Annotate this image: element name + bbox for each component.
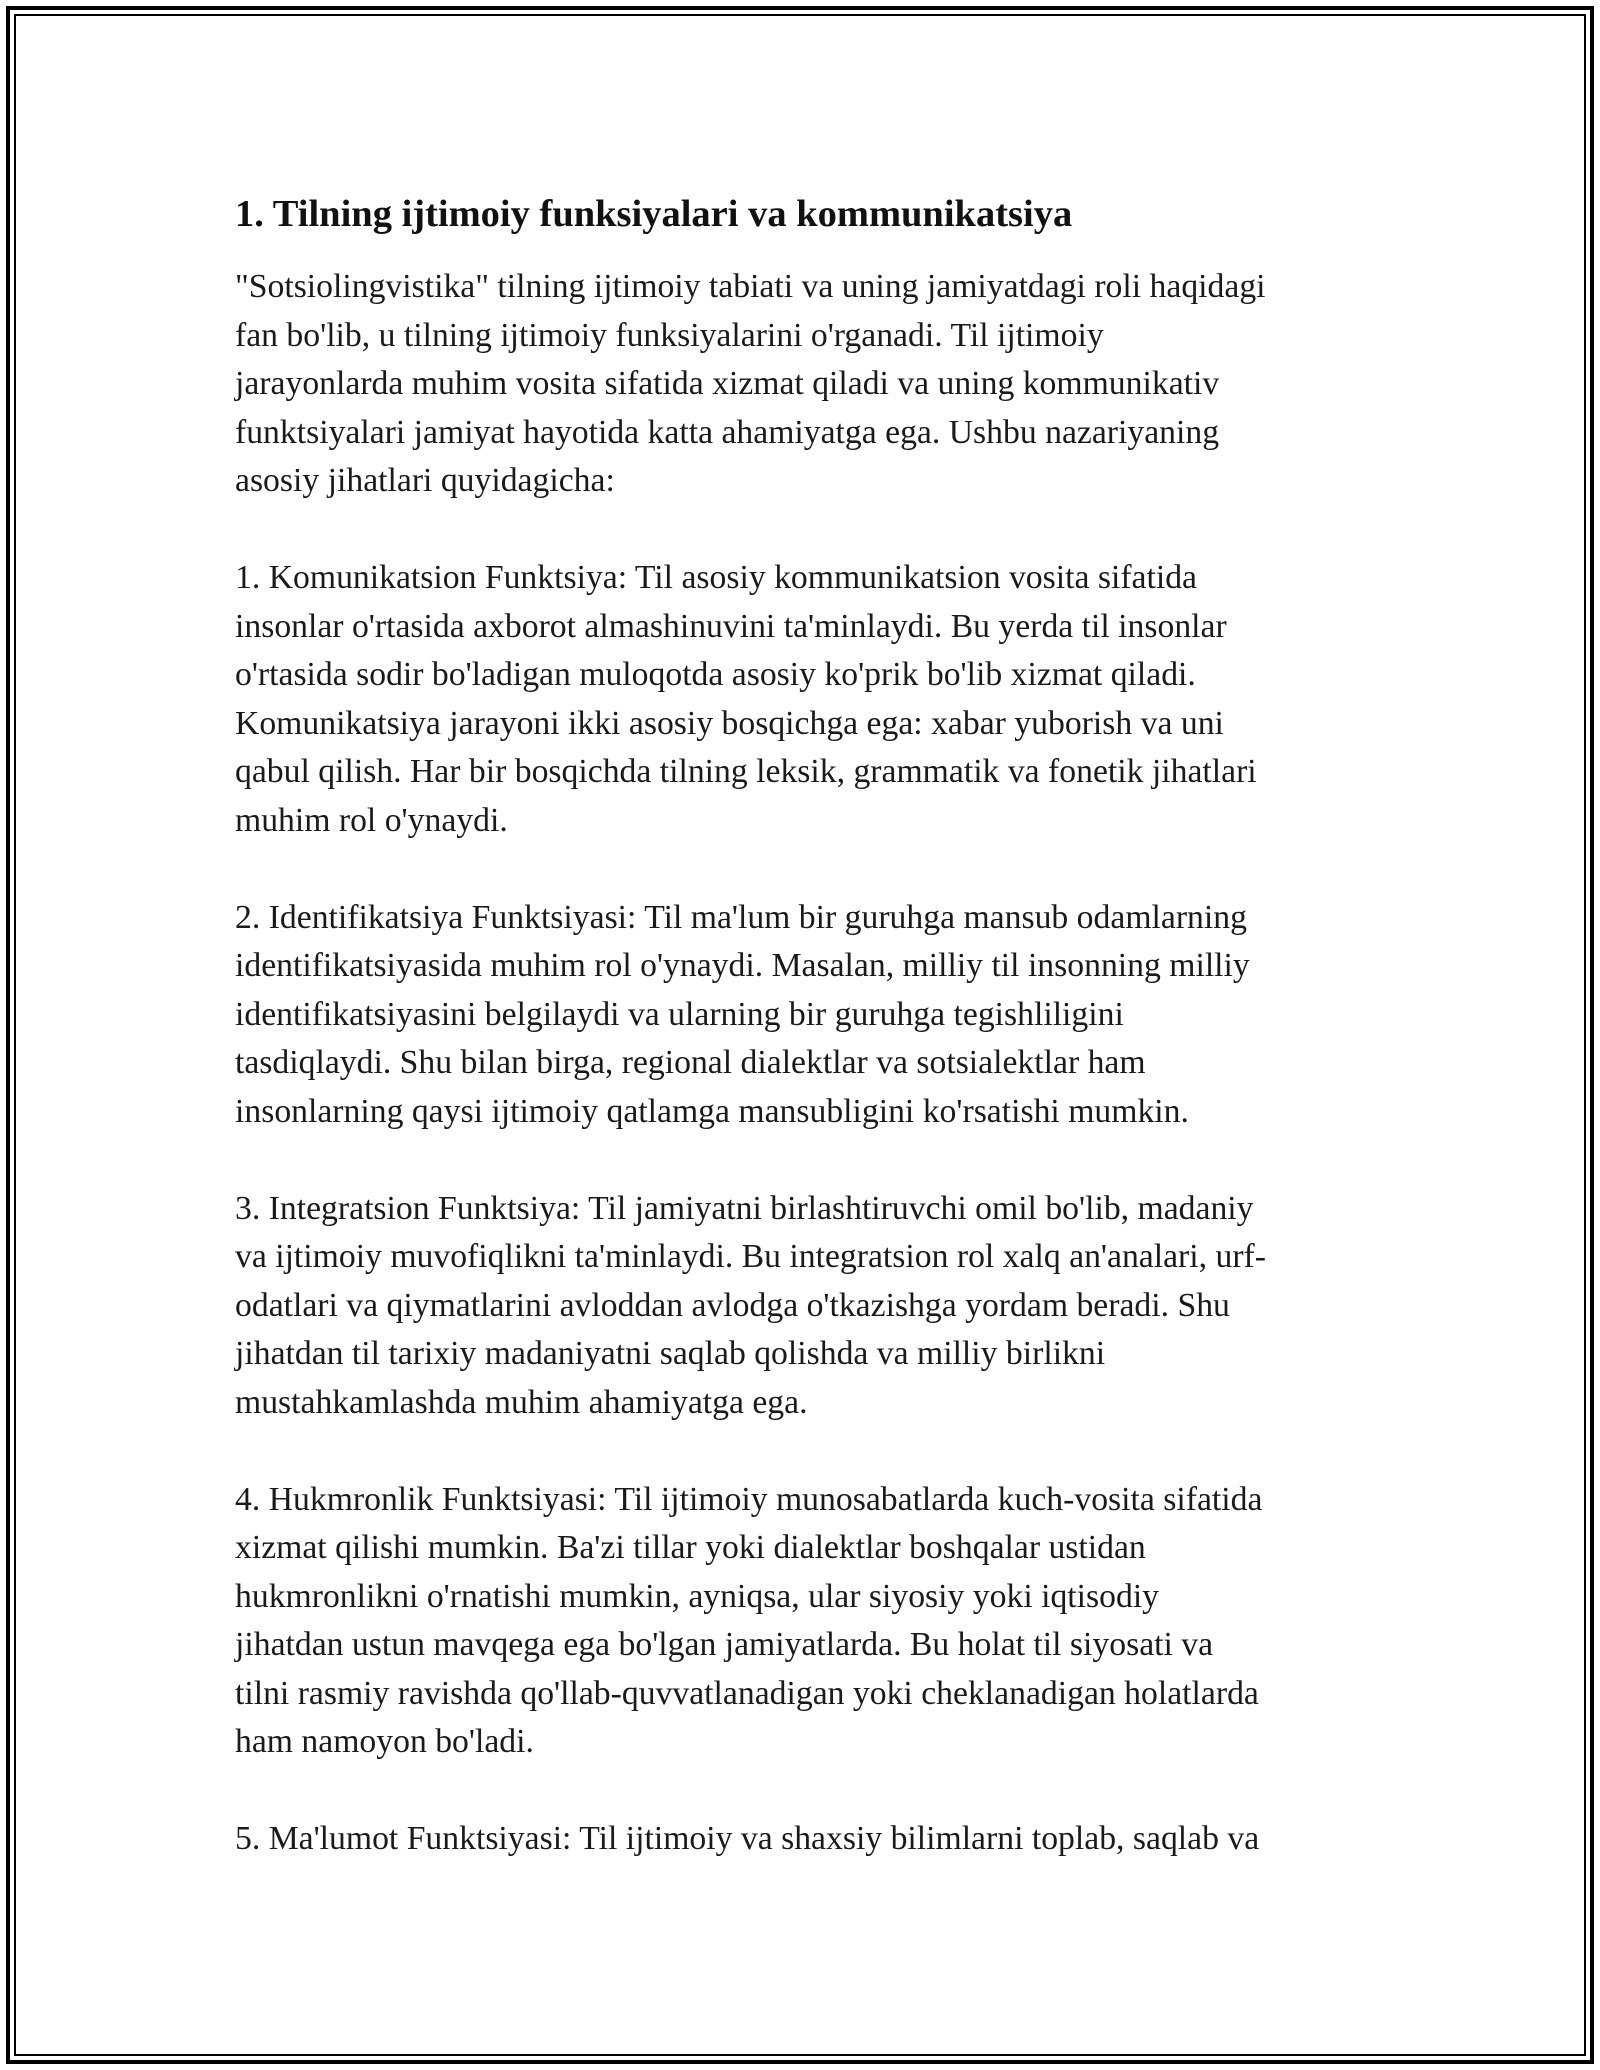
text-line: "Sotsiolingvistika" tilning ijtimoiy tabiati va uning jamiyatdagi roli haqidagi	[235, 268, 1266, 305]
text-line: fan bo'lib, u tilning ijtimoiy funksiyalarini o'rganadi. Til ijtimoiy	[235, 316, 1104, 354]
text-line: tasdiqlaydi. Shu bilan birga, regional dialektlar va sotsialektlar ham	[235, 1044, 1146, 1081]
text-line: identifikatsiyasini belgilaydi va ularning bir guruhga tegishliligini	[235, 995, 1124, 1033]
text-line: 5. Ma'lumot Funktsiyasi: Til ijtimoiy va shaxsiy bilimlarni toplab, saqlab va	[235, 1820, 1260, 1857]
text-line: odatlari va qiymatlarini avloddan avlodga o'tkazishga yordam beradi. Shu	[235, 1286, 1230, 1324]
paragraph-intro	[235, 263, 1370, 506]
text-line: Komunikatsiya jarayoni ikki asosiy bosqichga ega: xabar yuborish va uni	[235, 704, 1224, 742]
text-line: tilni rasmiy ravishda qo'llab-quvvatlanadigan yoki cheklanadigan holatlarda	[235, 1674, 1259, 1712]
text-line: insonlar o'rtasida axborot almashinuvini ta'minlaydi. Bu yerda til insonlar	[235, 607, 1227, 645]
text-line: jarayonlarda muhim vosita sifatida xizmat qiladi va uning kommunikativ	[235, 365, 1220, 402]
text-line: mustahkamlashda muhim ahamiyatga ega.	[235, 1383, 808, 1421]
document-body	[235, 188, 1370, 1912]
text-line: va ijtimoiy muvofiqlikni ta'minlaydi. Bu integratsion rol xalq an'analari, urf-	[235, 1238, 1266, 1275]
text-line: 1. Komunikatsion Funktsiya: Til asosiy kommunikatsion vosita sifatida	[235, 559, 1198, 596]
section-heading: 1. Tilning ijtimoiy funksiyalari va kommunikatsiya	[235, 193, 1073, 235]
text-line: 2. Identifikatsiya Funktsiyasi: Til ma'lum bir guruhga mansub odamlarning	[235, 898, 1247, 936]
text-line: hukmronlikni o'rnatishi mumkin, ayniqsa, ular siyosiy yoki iqtisodiy	[235, 1577, 1160, 1615]
text-line: identifikatsiyasida muhim rol o'ynaydi. Masalan, milliy til insonning milliy	[235, 947, 1250, 984]
text-line: 4. Hukmronlik Funktsiyasi: Til ijtimoiy munosabatlarda kuch-vosita sifatida	[235, 1480, 1263, 1518]
text-line: o'rtasida sodir bo'ladigan muloqotda asosiy ko'prik bo'lib xizmat qiladi.	[235, 656, 1196, 693]
text-line: asosiy jihatlari quyidagicha:	[235, 462, 615, 499]
text-line: jihatdan ustun mavqega ega bo'lgan jamiyatlarda. Bu holat til siyosati va	[235, 1626, 1214, 1663]
text-line: funktsiyalari jamiyat hayotida katta ahamiyatga ega. Ushbu nazariyaning	[235, 413, 1220, 451]
text-line: muhim rol o'ynaydi.	[235, 801, 508, 839]
paragraph-dominance-function	[235, 1476, 1370, 1767]
text-line: qabul qilish. Har bir bosqichda tilning leksik, grammatik va fonetik jihatlari	[235, 753, 1257, 790]
text-line: jihatdan til tarixiy madaniyatni saqlab qolishda va milliy birlikni	[235, 1335, 1106, 1372]
text-line: insonlarning qaysi ijtimoiy qatlamga mansubligini ko'rsatishi mumkin.	[235, 1092, 1189, 1130]
paragraph-information-function	[235, 1815, 1370, 1864]
paragraph-integration-function	[235, 1185, 1370, 1428]
text-line: 3. Integratsion Funktsiya: Til jamiyatni birlashtiruvchi omil bo'lib, madaniy	[235, 1189, 1254, 1227]
text-line: xizmat qilishi mumkin. Ba'zi tillar yoki dialektlar boshqalar ustidan	[235, 1529, 1146, 1566]
paragraph-communicative-function	[235, 554, 1370, 845]
text-line: ham namoyon bo'ladi.	[235, 1723, 534, 1760]
paragraph-identification-function	[235, 894, 1370, 1137]
